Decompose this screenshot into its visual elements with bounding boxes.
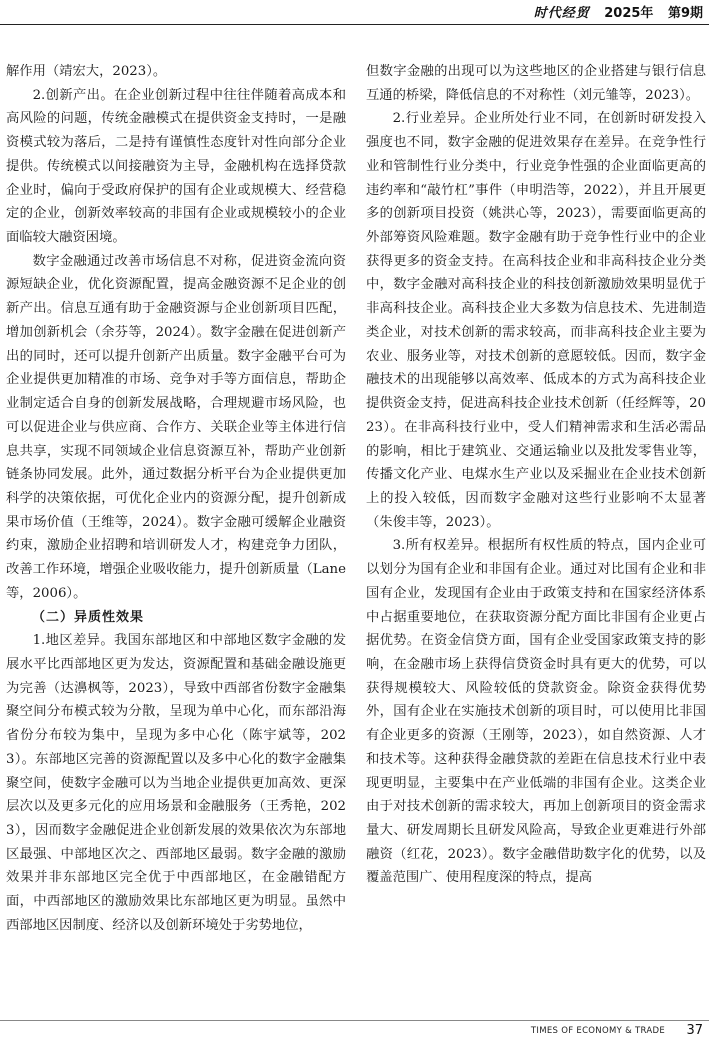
footer-rule [0,1020,709,1021]
right-column [366,60,706,890]
paragraph: 但数字金融的出现可以为这些地区的企业搭建与银行信息互通的桥梁，降低信息的不对称性（刘元雏等，2023）。 [366,64,706,103]
masthead-title: 时代经贸 [533,6,590,21]
page-number: 37 [686,1023,703,1038]
left-column [6,60,346,938]
paragraph: 解作用（靖宏大，2023）。 [6,64,167,79]
header-issue: 第9期 [667,6,703,21]
paragraph: 1.地区差异。我国东部地区和中部地区数字金融的发展水平比西部地区更为发达，资源配置和基础金融设施更为完善（达濞枫等，2023），导致中西部省份数字金融集聚空间分布模式较为分散，呈现为单中心化，而东部沿海省份分布较为集中，呈现为多中心化（陈宇斌等，2023）。东部地区完善的资源配置以及多中心化的数字金融集聚空间，使数字金融可以为当地企业提供更加高效、更深层次以及更多元化的应用场景和金融服务（王秀艳，2023），因而数字金融促进企业创新发展的效果依次为东部地区最强、中部地区次之、西部地区最弱。数字金融的激励效果并非东部地区完全优于中西部地区，在金融错配方面，中西部地区的激励效果比东部地区更为明显。虽然中西部地区因制度、经济以及创新环境处于劣势地位， [6,633,346,933]
paragraph: 数字金融通过改善市场信息不对称，促进资金流向资源短缺企业，优化资源配置，提高金融资源不足企业的创新产出。信息互通有助于金融资源与企业创新项目匹配，增加创新机会（余芬等，2024）。数字金融在促进创新产出的同时，还可以提升创新产出质量。数字金融平台可为企业提供更加精准的市场、竞争对手等方面信息，帮助企业制定适合自身的创新发展战略，合理规避市场风险，也可以促进企业与供应商、合作方、关联企业等主体进行信息共享，实现不同领域企业信息资源互补，帮助产业创新链条协同发展。此外，通过数据分析平台为企业提供更加科学的决策依据，可优化企业内的资源分配，提升创新成果市场价值（王维等，2024）。数字金融可缓解企业融资约束，激励企业招聘和培训研发人才，构建竞争力团队，改善工作环境，增强企业吸收能力，提升创新质量（Lane等，2006）。 [6,253,346,601]
paragraph: 2.创新产出。在企业创新过程中往往伴随着高成本和高风险的问题，传统金融模式在提供资金支持时，一是融资模式较为落后，二是持有谨慎性态度针对性向部分企业提供。传统模式以间接融资为主导，金融机构在选择贷款企业时，偏向于受政府保护的国有企业或规模大、经营稳定的企业，创新效率较高的非国有企业或规模较小的企业面临较大融资困境。 [6,87,346,246]
header-year: 2025年 [604,6,654,21]
page-header [0,0,709,25]
paragraph: 2.行业差异。企业所处行业不同，在创新时研发投入强度也不同，数字金融的促进效果存在差异。在竞争性行业和管制性行业分类中，行业竞争性强的企业面临更高的违约率和“敲竹杠”事件（申明浩等，2022），并且开展更多的创新项目投资（姚洪心等，2023），需要面临更高的外部筹资风险难题。数字金融有助于竞争性行业中的企业获得更多的资金支持。在高科技企业和非高科技企业分类中，数字金融对高科技企业的科技创新激励效果明显优于非高科技企业。高科技企业大多数为信息技术、先进制造类企业，对技术创新的需求较高，而非高科技企业主要为农业、服务业等，对技术创新的意愿较低。因而，数字金融技术的出现能够以高效率、低成本的方式为高科技企业提供资金支持，促进高科技企业技术创新（任经辉等，2023）。在非高科技行业中，受人们精神需求和生活必需品的影响，相比于建筑业、交通运输业以及批发零售业等，传播文化产业、电煤水生产业以及采掘业在企业技术创新上的投入较低，因而数字金融对这些行业影响不太显著（朱俊丰等，2023）。 [366,111,706,530]
header-info [524,2,703,21]
journal-name: TIMES OF ECONOMY & TRADE [530,1026,665,1036]
paragraph: 3.所有权差异。根据所有权性质的特点，国内企业可以划分为国有企业和非国有企业。通过对比国有企业和非国有企业，发现国有企业由于政策支持和在国家经济体系中占据重要地位，在获取资源分配方面比非国有企业更占据优势。在资金信贷方面，国有企业受国家政策支持的影响，在金融市场上获得信贷资金时具有更大的优势，可以获得规模较大、风险较低的贷款资金。除资金获得优势外，国有企业在实施技术创新的项目时，可以使用比非国有企业更多的资源（王刚等，2023），如自然资源、人才和技术等。这种获得金融贷款的差距在信息技术行业中表现更明显，主要集中在产业低端的非国有企业。这类企业由于对技术创新的需求较大，再加上创新项目的资金需求量大、研发周期长且研发风险高，导致企业更难进行外部融资（红花，2023）。数字金融借助数字化的优势，以及覆盖范围广、使用程度深的特点，提高 [366,538,706,886]
page-footer [0,1020,709,1044]
section-subheading: （二）异质性效果 [32,609,145,625]
